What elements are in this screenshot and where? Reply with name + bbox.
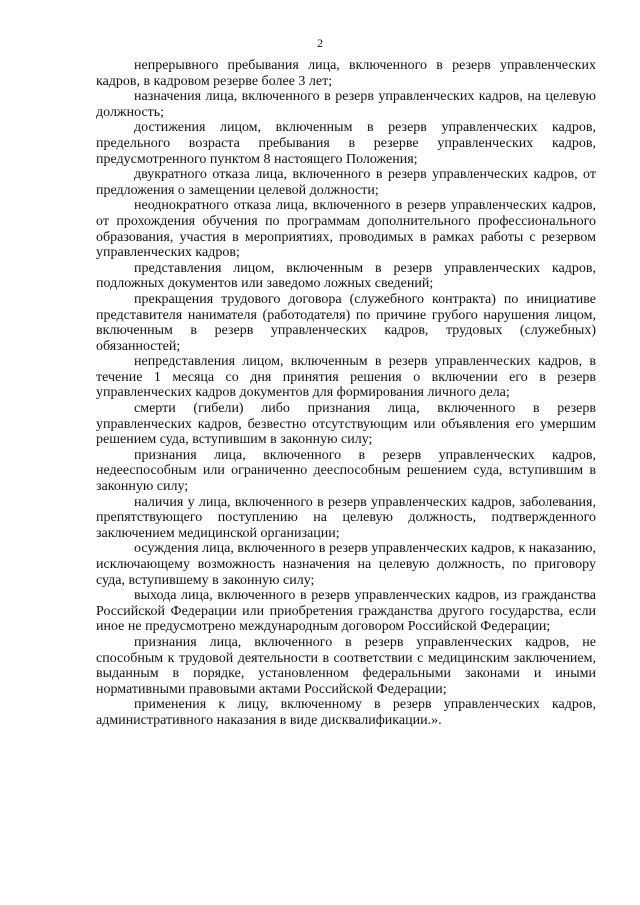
- paragraph: неоднократного отказа лица, включенного в резерв управленческих кадров, от прохождения обучения по программам дополнительного профессионального образования, участия в мероприятиях, проводимых в рамках работы с резервом управленческих кадров;: [96, 198, 596, 261]
- paragraph: выхода лица, включенного в резерв управленческих кадров, из гражданства Российской Федерации или приобретения гражданства другого государства, если иное не предусмотрено международным договором Российской Федерации;: [96, 588, 596, 635]
- paragraph: признания лица, включенного в резерв управленческих кадров, недееспособным или ограниченно дееспособным решением суда, вступившим в законную силу;: [96, 447, 596, 495]
- paragraph: двукратного отказа лица, включенного в резерв управленческих кадров, от предложения о замещении целевой должности;: [96, 167, 596, 198]
- paragraph: смерти (гибели) либо признания лица, включенного в резерв управленческих кадров, безвестно отсутствующим или объявления его умершим решением суда, вступившим в законную силу;: [96, 401, 596, 448]
- paragraph: осуждения лица, включенного в резерв управленческих кадров, к наказанию, исключающему возможность назначения на целевую должность, по приговору суда, вступившему в законную силу;: [96, 541, 596, 588]
- paragraph: признания лица, включенного в резерв управленческих кадров, не способным к трудовой деятельности в соответствии с медицинским заключением, выданным в порядке, установленном федеральными законами и иными нормативными правовыми актами Российской Федерации;: [96, 634, 596, 697]
- paragraph: назначения лица, включенного в резерв управленческих кадров, на целевую должность;: [96, 89, 596, 120]
- paragraph: непредставления лицом, включенным в резерв управленческих кадров, в течение 1 месяца со дня принятия решения о включении его в резерв управленческих кадров документов для формирования личного дела;: [96, 354, 596, 401]
- paragraph: достижения лицом, включенным в резерв управленческих кадров, предельного возраста пребывания в резерве управленческих кадров, предусмотренного пунктом 8 настоящего Положения;: [96, 120, 596, 167]
- paragraph: непрерывного пребывания лица, включенного в резерв управленческих кадров, в кадровом резерве более 3 лет;: [96, 58, 596, 89]
- paragraph: наличия у лица, включенного в резерв управленческих кадров, заболевания, препятствующего поступлению на целевую должность, подтвержденного заключением медицинской организации;: [96, 494, 596, 541]
- paragraph: применения к лицу, включенному в резерв управленческих кадров, административного наказания в виде дисквалификации.».: [96, 697, 596, 728]
- paragraph: прекращения трудового договора (служебного контракта) по инициативе представителя нанимателя (работодателя) по причине грубого нарушения лицом, включенным в резерв управленческих кадров, трудовых (служебных) обязанностей;: [96, 291, 596, 354]
- document-body: [96, 58, 596, 729]
- paragraph: представления лицом, включенным в резерв управленческих кадров, подложных документов или заведомо ложных сведений;: [96, 260, 596, 292]
- page-number: 2: [317, 36, 323, 50]
